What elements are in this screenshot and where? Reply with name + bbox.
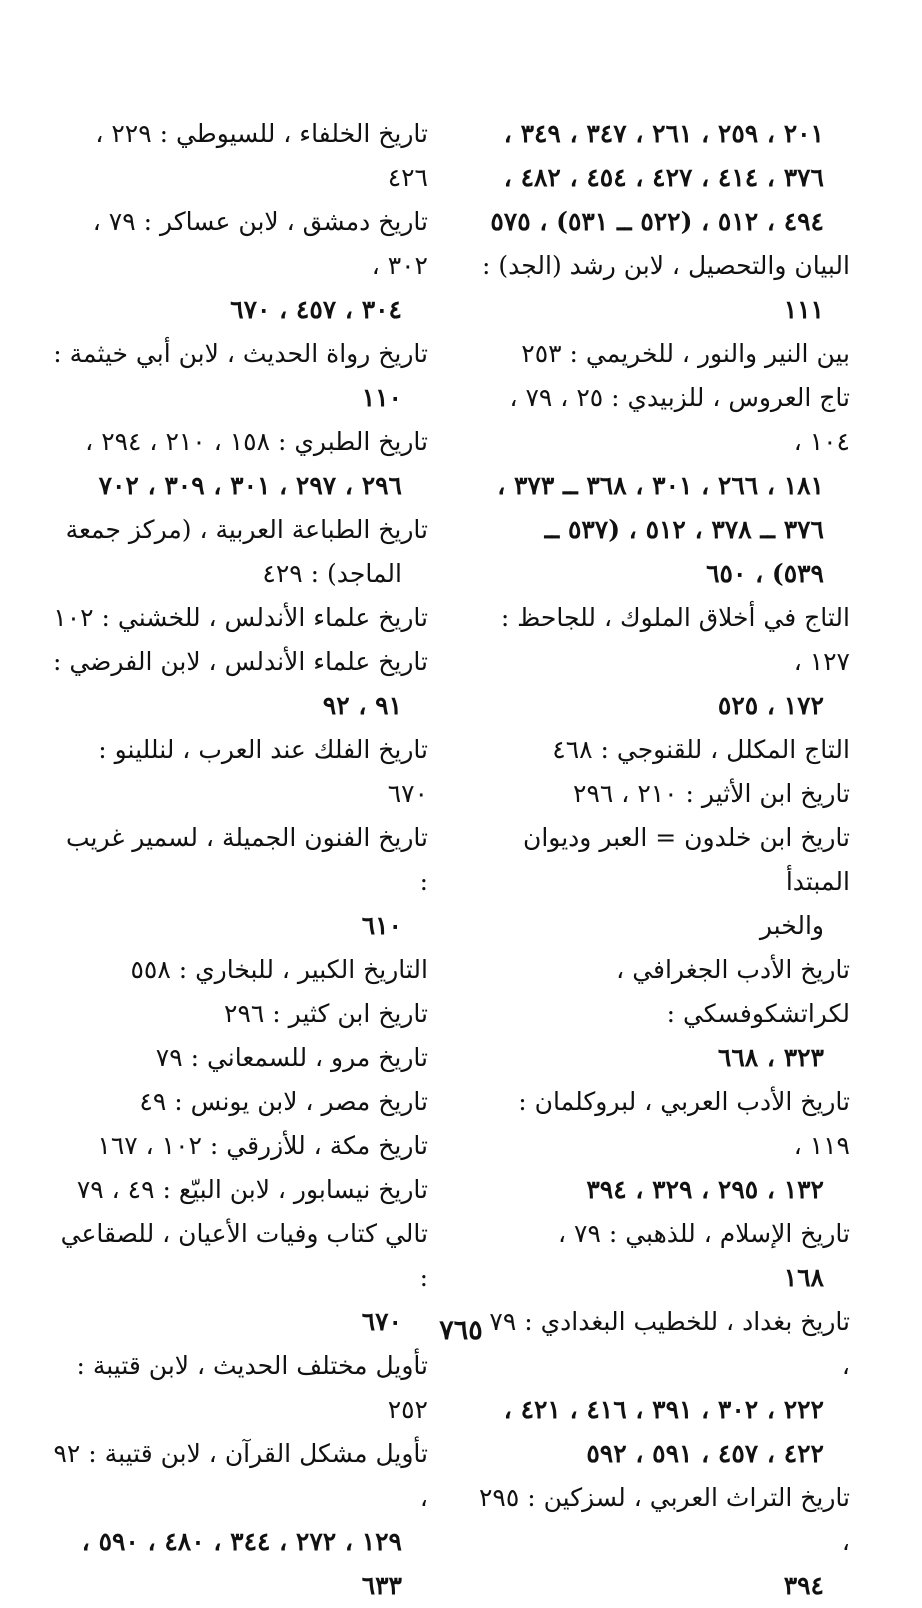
- index-line: البيان والتحصيل ، لابن رشد (الجد) :: [482, 251, 850, 280]
- index-line: تاريخ الطبري : ١٥٨ ، ٢١٠ ، ٢٩٤ ،: [85, 427, 428, 456]
- index-line: تاريخ التراث العربي ، لسزكين : ٢٩٥ ،: [479, 1483, 850, 1556]
- index-line: تاريخ نيسابور ، لابن البيّع : ٤٩ ، ٧٩: [76, 1175, 428, 1204]
- index-line: ٢٢٢ ، ٣٠٢ ، ٣٩١ ، ٤١٦ ، ٤٢١ ،: [503, 1395, 824, 1424]
- index-line: ٣٧٦ ، ٤١٤ ، ٤٢٧ ، ٤٥٤ ، ٤٨٢ ،: [503, 163, 824, 192]
- index-line: تاريخ ابن كثير : ٢٩٦: [224, 999, 428, 1028]
- index-line: ١٣٢ ، ٢٩٥ ، ٣٢٩ ، ٣٩٤: [586, 1175, 824, 1204]
- index-line: تاج العروس ، للزبيدي : ٢٥ ، ٧٩ ، ١٠٤ ،: [509, 383, 850, 456]
- index-line: التاج المكلل ، للقنوجي : ٤٦٨: [552, 735, 850, 764]
- index-line: ٥٣٩) ، ٦٥٠: [706, 559, 824, 588]
- index-line: ١١١: [783, 295, 824, 324]
- index-line: ٣٩٤: [783, 1571, 824, 1600]
- index-line: التاريخ الكبير ، للبخاري : ٥٥٨: [130, 955, 428, 984]
- index-line: ٤٢٢ ، ٤٥٧ ، ٥٩١ ، ٥٩٢: [586, 1439, 824, 1468]
- index-line: تاريخ مرو ، للسمعاني : ٧٩: [155, 1043, 428, 1072]
- index-line: الماجد) : ٤٢٩: [262, 559, 402, 588]
- index-line: تاريخ الفلك عند العرب ، لنللينو : ٦٧٠: [98, 735, 428, 808]
- index-line: ٦٣٣: [361, 1571, 402, 1600]
- index-line: ١٨١ ، ٢٦٦ ، ٣٠١ ، ٣٦٨ ــ ٣٧٣ ،: [497, 471, 824, 500]
- index-line: تأويل مشكل القرآن ، لابن قتيبة : ٩٢ ،: [53, 1439, 428, 1512]
- index-line: ٣٧٦ ــ ٣٧٨ ، ٥١٢ ، (٥٣٧ ــ: [544, 515, 824, 544]
- index-line: تاريخ مكة ، للأزرقي : ١٠٢ ، ١٦٧: [97, 1131, 428, 1160]
- page-number: ٧٦٥: [439, 1315, 483, 1346]
- index-line: تاريخ الأدب الجغرافي ، لكراتشكوفسكي :: [616, 955, 850, 1028]
- index-line: ١٧٢ ، ٥٢٥: [717, 691, 824, 720]
- index-line: ١٢٩ ، ٢٧٢ ، ٣٤٤ ، ٤٨٠ ، ٥٩٠ ،: [81, 1527, 402, 1556]
- index-line: تاريخ ابن الأثير : ٢١٠ ، ٢٩٦: [573, 779, 850, 808]
- index-line: تاريخ علماء الأندلس ، لابن الفرضي :: [52, 647, 428, 676]
- index-line: بين النير والنور ، للخريمي : ٢٥٣: [521, 339, 850, 368]
- index-line: ١١٠: [361, 383, 402, 412]
- index-line: تاريخ الأدب العربي ، لبروكلمان : ١١٩ ،: [518, 1087, 850, 1160]
- index-line: تاريخ دمشق ، لابن عساكر : ٧٩ ، ٣٠٢ ،: [92, 207, 428, 280]
- index-line: ٩١ ، ٩٢: [322, 691, 402, 720]
- index-column-left: [52, 112, 428, 1608]
- index-column-right: [474, 112, 850, 1608]
- index-line: التاج في أخلاق الملوك ، للجاحظ : ١٢٧ ،: [500, 603, 850, 676]
- index-line: ٣٢٣ ، ٦٦٨: [717, 1043, 824, 1072]
- index-line: تاريخ الإسلام ، للذهبي : ٧٩ ،: [558, 1219, 850, 1248]
- index-line: تاريخ الطباعة العربية ، (مركز جمعة: [65, 515, 428, 544]
- index-line: ٤٩٤ ، ٥١٢ ، (٥٢٢ ــ ٥٣١) ، ٥٧٥: [490, 207, 824, 236]
- index-line: ٦٧٠: [361, 1307, 402, 1336]
- index-line: ٢٠١ ، ٢٥٩ ، ٢٦١ ، ٣٤٧ ، ٣٤٩ ،: [503, 119, 824, 148]
- index-line: تاريخ الفنون الجميلة ، لسمير غريب :: [65, 823, 428, 896]
- index-line: والخبر: [759, 911, 824, 940]
- index-line: ٣٠٤ ، ٤٥٧ ، ٦٧٠: [230, 295, 402, 324]
- index-line: تاريخ علماء الأندلس ، للخشني : ١٠٢: [53, 603, 428, 632]
- index-line: ٢٩٦ ، ٢٩٧ ، ٣٠١ ، ٣٠٩ ، ٧٠٢: [98, 471, 402, 500]
- index-line: تاريخ رواة الحديث ، لابن أبي خيثمة :: [53, 339, 428, 368]
- index-line: ٦١٠: [361, 911, 402, 940]
- index-line: تاريخ بغداد ، للخطيب البغدادي : ٧٩ ،: [489, 1307, 850, 1380]
- index-line: تاريخ مصر ، لابن يونس : ٤٩: [139, 1087, 428, 1116]
- index-line: ١٦٨: [783, 1263, 824, 1292]
- index-line: تاريخ الخلفاء ، للسيوطي : ٢٢٩ ، ٤٢٦: [95, 119, 428, 192]
- index-line: تاريخ ابن خلدون = العبر وديوان المبتدأ: [523, 823, 850, 896]
- index-line: تالي كتاب وفيات الأعيان ، للصقاعي :: [60, 1219, 428, 1292]
- index-line: تأويل مختلف الحديث ، لابن قتيبة : ٢٥٢: [76, 1351, 428, 1424]
